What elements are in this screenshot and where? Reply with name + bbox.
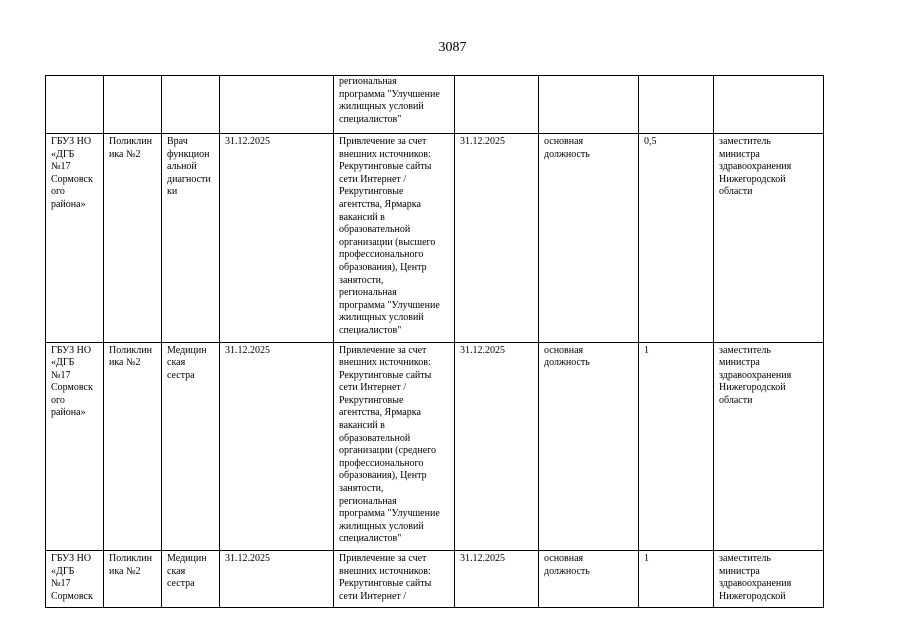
date-cell bbox=[455, 76, 539, 134]
position-cell bbox=[162, 76, 220, 134]
org-cell bbox=[46, 76, 104, 134]
table-row bbox=[46, 342, 824, 551]
position-cell: Врач функцион альной диагности ки bbox=[162, 134, 220, 343]
rate-cell: 0,5 bbox=[639, 134, 714, 343]
date-cell: 31.12.2025 bbox=[455, 342, 539, 551]
dept-cell: Поликлин ика №2 bbox=[104, 551, 162, 608]
measures-cell: Привлечение за счет внешних источников: Рекрутинговые сайты сети Интернет / Рекрутинговые агентства, Ярмарка вакансий в образовательной организации (высшего профессионального образования), Центр занятости, региональная программа "Улучшение жилищных условий специалистов" bbox=[334, 134, 455, 343]
date-cell: 31.12.2025 bbox=[455, 134, 539, 343]
dept-cell: Поликлин ика №2 bbox=[104, 134, 162, 343]
responsible-cell: заместитель министра здравоохранения Нижегородской области bbox=[714, 134, 824, 343]
org-cell: ГБУЗ НО «ДГБ №17 Сормовск ого района» bbox=[46, 342, 104, 551]
post-type-cell: основная должность bbox=[539, 134, 639, 343]
responsible-cell: заместитель министра здравоохранения Нижегородской bbox=[714, 551, 824, 608]
position-cell: Медицин ская сестра bbox=[162, 342, 220, 551]
date-cell: 31.12.2025 bbox=[455, 551, 539, 608]
post-type-cell bbox=[539, 76, 639, 134]
post-type-cell: основная должность bbox=[539, 551, 639, 608]
post-type-cell: основная должность bbox=[539, 342, 639, 551]
table-row bbox=[46, 134, 824, 343]
measures-cell: региональная программа "Улучшение жилищных условий специалистов" bbox=[334, 76, 455, 134]
date-cell: 31.12.2025 bbox=[220, 342, 334, 551]
table-row bbox=[46, 76, 824, 134]
date-cell: 31.12.2025 bbox=[220, 551, 334, 608]
date-cell bbox=[220, 76, 334, 134]
page-number: 3087 bbox=[438, 40, 467, 55]
date-cell: 31.12.2025 bbox=[220, 134, 334, 343]
org-cell: ГБУЗ НО «ДГБ №17 Сормовск ого района» bbox=[46, 134, 104, 343]
measures-cell: Привлечение за счет внешних источников: Рекрутинговые сайты сети Интернет / bbox=[334, 551, 455, 608]
table-row bbox=[46, 551, 824, 608]
responsible-cell bbox=[714, 76, 824, 134]
measures-cell: Привлечение за счет внешних источников: Рекрутинговые сайты сети Интернет / Рекрутинговые агентства, Ярмарка вакансий в образовательной организации (среднего профессионального образования), Центр занятости, региональная программа "Улучшение жилищных условий специалистов" bbox=[334, 342, 455, 551]
rate-cell: 1 bbox=[639, 551, 714, 608]
org-cell: ГБУЗ НО «ДГБ №17 Сормовск bbox=[46, 551, 104, 608]
position-cell: Медицин ская сестра bbox=[162, 551, 220, 608]
rate-cell bbox=[639, 76, 714, 134]
rate-cell: 1 bbox=[639, 342, 714, 551]
dept-cell: Поликлин ика №2 bbox=[104, 342, 162, 551]
responsible-cell: заместитель министра здравоохранения Нижегородской области bbox=[714, 342, 824, 551]
dept-cell bbox=[104, 76, 162, 134]
staffing-table bbox=[45, 75, 824, 608]
